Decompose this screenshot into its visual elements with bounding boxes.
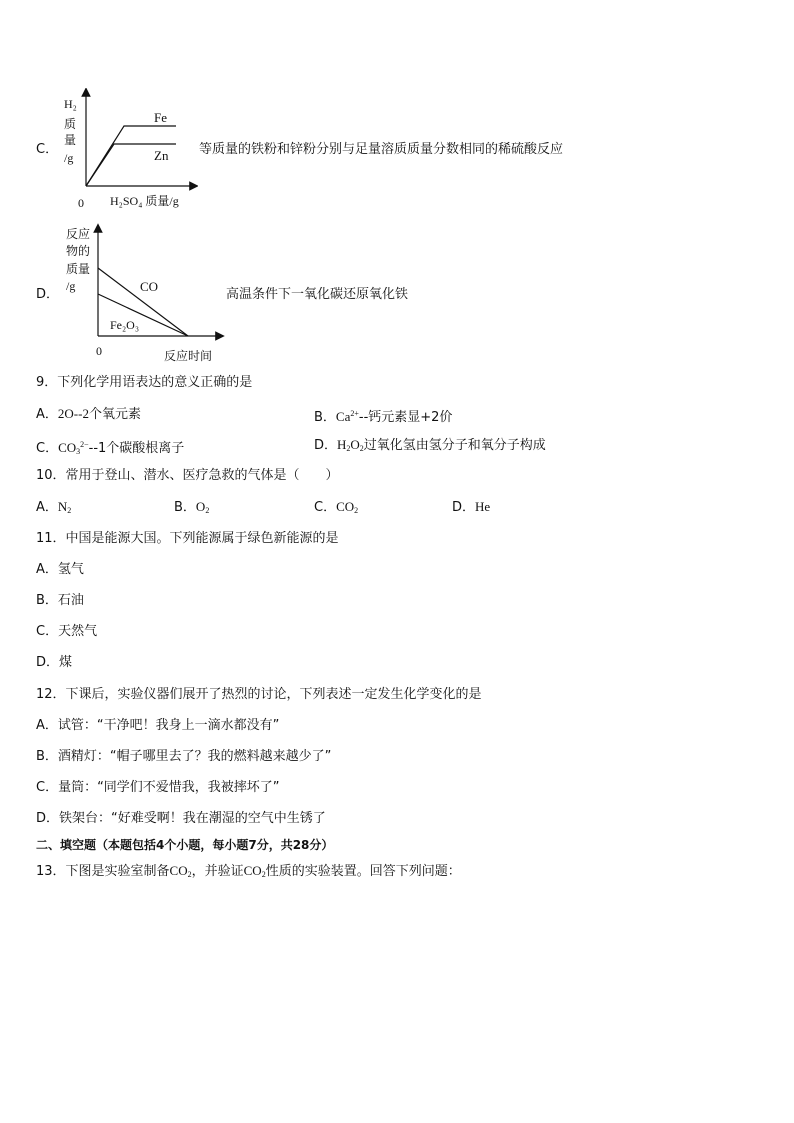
q10-d-label: D． bbox=[452, 500, 476, 515]
q10-stem: 10．常用于登山、潜水、医疗急救的气体是（ ） bbox=[36, 468, 339, 483]
q9-stem: 9．下列化学用语表达的意义正确的是 bbox=[36, 375, 253, 390]
y-label-line-2: 物的 bbox=[66, 244, 91, 258]
q12-option-b: B．酒精灯：“帽子哪里去了？我的燃料越来越少了” bbox=[36, 749, 332, 764]
q9-c-formula: CO bbox=[58, 440, 77, 455]
q11-option-a: A．氢气 bbox=[36, 562, 84, 577]
fe-label: Fe bbox=[154, 110, 167, 125]
y-label-line-1: 反应 bbox=[66, 227, 91, 241]
q9-c-charge: 2− bbox=[80, 440, 89, 449]
q9-a-label: A． bbox=[36, 407, 58, 422]
q10-option-c bbox=[314, 499, 358, 519]
q13-formula-1: CO bbox=[169, 863, 188, 878]
q9-option-d bbox=[314, 437, 546, 457]
q9-b-text: --钙元素显+2价 bbox=[358, 410, 453, 425]
q10-a-label: A． bbox=[36, 500, 58, 515]
y-label-line-1: H₂ bbox=[64, 97, 77, 111]
y-label-line-4: /g bbox=[66, 279, 76, 293]
q13-formula-1-sub: 2 bbox=[187, 870, 192, 879]
q10-option-b bbox=[174, 499, 209, 519]
q10-b-formula: O bbox=[195, 499, 206, 514]
q10-c-label: C． bbox=[314, 500, 337, 515]
origin-label: 0 bbox=[78, 196, 84, 210]
q9-d-label: D． bbox=[314, 438, 338, 453]
origin-label: 0 bbox=[96, 344, 102, 358]
q11-option-c: C．天然气 bbox=[36, 624, 98, 639]
q9-option-c bbox=[36, 437, 184, 460]
option-d-graph bbox=[60, 222, 226, 366]
q9-b-charge: 2+ bbox=[350, 409, 359, 418]
x-label: H₂SO₄ 质量/g bbox=[110, 194, 179, 208]
q9-option-b bbox=[314, 406, 452, 426]
y-label-line-4: /g bbox=[64, 151, 74, 165]
q12-option-c: C．量筒：“同学们不爱惜我，我被摔坏了” bbox=[36, 780, 280, 795]
q9-d-sub1: 2 bbox=[346, 444, 351, 453]
q12-stem: 12．下课后，实验仪器们展开了热烈的讨论，下列表述一定发生化学变化的是 bbox=[36, 687, 482, 702]
q10-c-sub: 2 bbox=[354, 506, 359, 515]
q10-b-sub: 2 bbox=[205, 506, 210, 515]
q11-option-b: B．石油 bbox=[36, 593, 84, 608]
q9-c-label: C． bbox=[36, 441, 59, 456]
co-label: CO bbox=[140, 279, 159, 294]
q9-a-text: 2O--2个氧元素 bbox=[57, 406, 141, 421]
q11-option-d: D．煤 bbox=[36, 655, 73, 670]
q10-option-a bbox=[36, 499, 71, 519]
q10-d-formula: He bbox=[475, 499, 491, 514]
section-heading: 二、填空题（本题包括4个小题，每小题7分，共28分） bbox=[36, 838, 334, 852]
q11-stem: 11．中国是能源大国。下列能源属于绿色新能源的是 bbox=[36, 531, 339, 546]
option-c-description: 等质量的铁粉和锌粉分别与足量溶质质量分数相同的稀硫酸反应 bbox=[199, 142, 564, 157]
q10-b-label: B． bbox=[174, 500, 196, 515]
option-d-description: 高温条件下一氧化碳还原氧化铁 bbox=[226, 287, 409, 302]
y-label-line-3: 质量 bbox=[66, 262, 91, 276]
x-label: 反应时间 bbox=[164, 349, 213, 363]
q9-d-h: H bbox=[337, 437, 347, 452]
q9-d-sub2: 2 bbox=[359, 444, 364, 453]
q13-mid: ，并验证 bbox=[191, 864, 244, 879]
q13-prefix: 13．下图是实验室制备 bbox=[36, 864, 170, 879]
q9-c-sub: 3 bbox=[76, 447, 81, 456]
q10-a-sub: 2 bbox=[67, 506, 72, 515]
q13-stem bbox=[36, 863, 461, 883]
q10-a-formula: N bbox=[57, 499, 68, 514]
q9-c-text: --1个碳酸根离子 bbox=[88, 441, 185, 456]
q10-c-formula: CO bbox=[336, 499, 355, 514]
q10-option-d bbox=[452, 499, 490, 516]
q13-suffix: 性质的实验装置。回答下列问题： bbox=[265, 864, 461, 879]
q13-formula-2-sub: 2 bbox=[261, 870, 266, 879]
y-label-line-2: 质 bbox=[64, 117, 77, 131]
q12-option-d: D．铁架台：“好难受啊！我在潮湿的空气中生锈了 bbox=[36, 811, 326, 826]
option-c-label: C． bbox=[36, 142, 59, 157]
q9-option-a bbox=[36, 406, 141, 423]
fe2o3-label: Fe₂O₃ bbox=[110, 318, 140, 332]
q9-b-label: B． bbox=[314, 410, 336, 425]
q9-d-o: O bbox=[350, 437, 360, 452]
zn-label: Zn bbox=[154, 148, 169, 163]
q12-option-a: A．试管：“干净吧！我身上一滴水都没有” bbox=[36, 718, 280, 733]
option-d-label: D． bbox=[36, 287, 60, 302]
option-c-graph bbox=[58, 88, 198, 210]
q9-d-text: 过氧化氢由氢分子和氧分子构成 bbox=[363, 438, 546, 453]
q9-b-formula: Ca bbox=[335, 409, 351, 424]
y-label-line-3: 量 bbox=[64, 133, 77, 147]
q13-formula-2: CO bbox=[243, 863, 262, 878]
